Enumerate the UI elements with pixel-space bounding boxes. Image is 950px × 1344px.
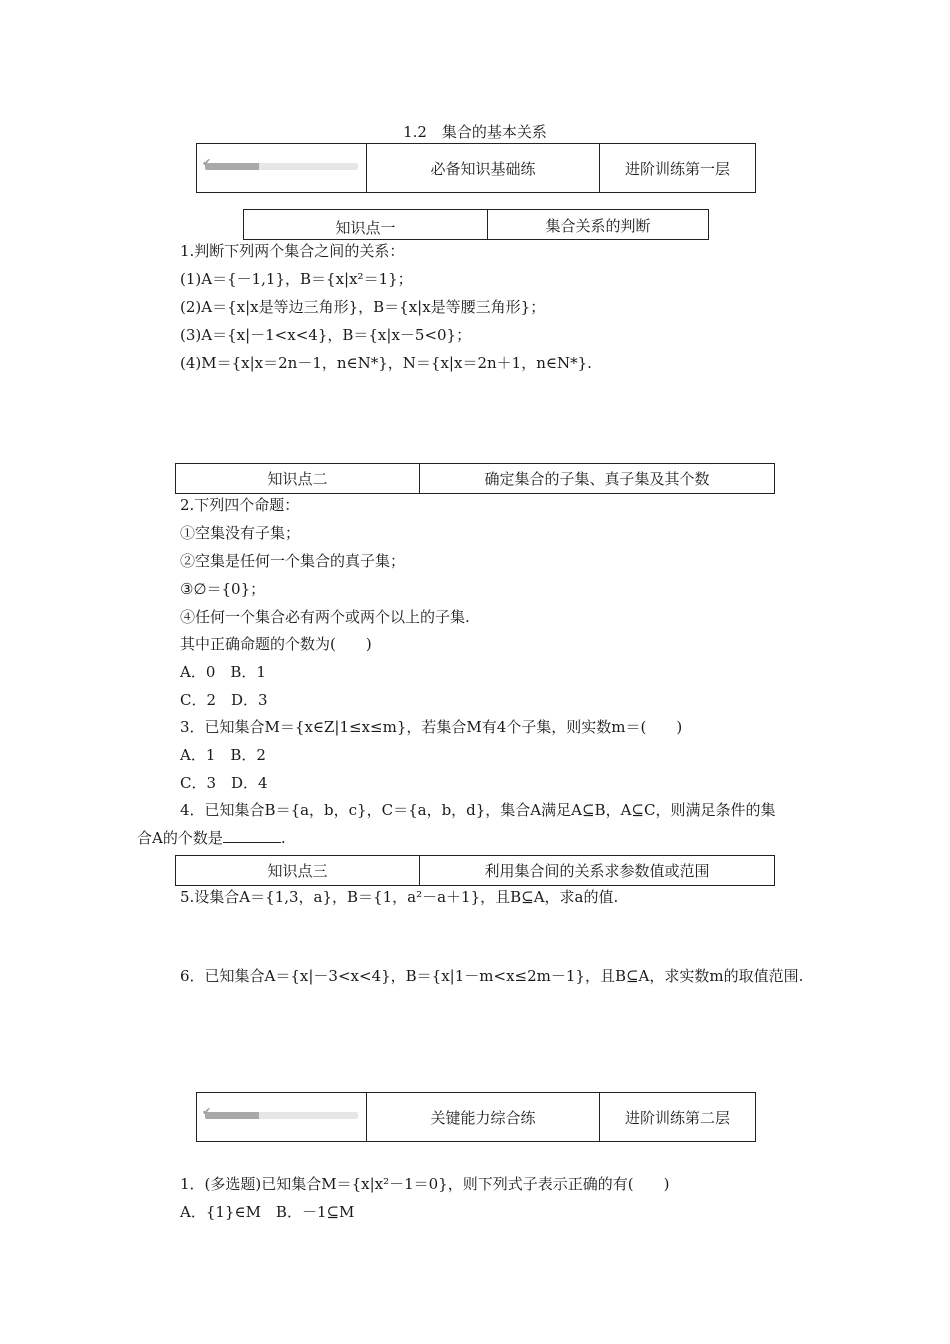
question-4-text: 合A的个数是	[137, 829, 223, 847]
question-3-options-cd: C．3 D．4	[180, 774, 268, 792]
progress-bar	[205, 163, 358, 170]
question-2-stem: 2.下列四个命题：	[180, 496, 300, 514]
knowledge-point-topic: 集合关系的判断	[545, 217, 651, 235]
question-5-stem: 5.设集合A＝{1,3，a}，B＝{1，a²－a＋1}，且B⊆A，求a的值.	[180, 888, 619, 906]
question-2-item-1: ①空集没有子集；	[180, 524, 301, 542]
knowledge-point-3-header	[175, 855, 775, 886]
question-4-period: .	[280, 829, 286, 847]
progress-fill	[205, 163, 259, 170]
question-1-stem: 1.判断下列两个集合之间的关系：	[180, 242, 405, 260]
progress-bar	[205, 1112, 358, 1119]
question-2-prompt: 其中正确命题的个数为( )	[180, 635, 372, 653]
answer-blank	[223, 830, 281, 843]
knowledge-point-label: 知识点二	[176, 464, 420, 493]
knowledge-point-topic: 利用集合间的关系求参数值或范围	[484, 862, 710, 880]
knowledge-point-label: 知识点三	[176, 856, 420, 885]
banner-right-label: 进阶训练第一层	[624, 159, 730, 178]
question-1-part-4: (4)M＝{x|x＝2n－1，n∈N*}，N＝{x|x＝2n＋1，n∈N*}.	[180, 354, 592, 372]
question-2-item-3: ③∅＝{0}；	[180, 580, 266, 598]
banner-center-label: 必备知识基础练	[367, 144, 600, 192]
knowledge-point-2-header	[175, 463, 775, 494]
check-icon: ✔	[202, 1105, 212, 1118]
question-6-stem: 6．已知集合A＝{x|－3<x<4}，B＝{x|1－m<x≤2m－1}，且B⊆A，求实数m的取值范围.	[180, 967, 804, 985]
section-banner-advanced	[196, 1092, 756, 1142]
question-2-options-ab: A．0 B．1	[180, 663, 266, 681]
question-3-options-ab: A．1 B．2	[180, 746, 266, 764]
banner-right-label: 进阶训练第二层	[624, 1108, 730, 1127]
knowledge-point-1-header	[243, 209, 709, 240]
section-title: 1.2 集合的基本关系	[403, 123, 547, 141]
section-banner-basic	[196, 143, 756, 193]
question-2-item-2: ②空集是任何一个集合的真子集；	[180, 552, 406, 570]
question-1-part-2: (2)A＝{x|x是等边三角形}，B＝{x|x是等腰三角形}；	[180, 298, 546, 316]
question-2-item-4: ④任何一个集合必有两个或两个以上的子集.	[180, 608, 470, 626]
question-4-stem-continued	[137, 827, 286, 848]
advanced-question-1-options-ab: A．{1}∈M B．－1⊆M	[180, 1203, 355, 1221]
question-1-part-1: (1)A＝{－1,1}，B＝{x|x²＝1}；	[180, 270, 413, 288]
knowledge-point-topic: 确定集合的子集、真子集及其个数	[484, 470, 710, 488]
check-icon: ✔	[202, 156, 212, 169]
progress-fill	[205, 1112, 259, 1119]
question-1-part-3: (3)A＝{x|－1<x<4}，B＝{x|x－5<0}；	[180, 326, 472, 344]
banner-center-label: 关键能力综合练	[367, 1093, 600, 1141]
knowledge-point-label: 知识点一	[244, 210, 488, 239]
banner-progress-cell	[197, 1093, 367, 1141]
banner-progress-cell	[197, 144, 367, 192]
question-4-stem: 4．已知集合B＝{a，b，c}，C＝{a，b，d}，集合A满足A⊆B，A⊆C，则满足条件的集	[180, 801, 776, 819]
question-3-stem: 3．已知集合M＝{x∈Z|1≤x≤m}，若集合M有4个子集，则实数m＝( )	[180, 718, 683, 736]
advanced-question-1-stem: 1．(多选题)已知集合M＝{x|x²－1＝0}，则下列式子表示正确的有( )	[180, 1175, 670, 1193]
question-2-options-cd: C．2 D．3	[180, 691, 268, 709]
